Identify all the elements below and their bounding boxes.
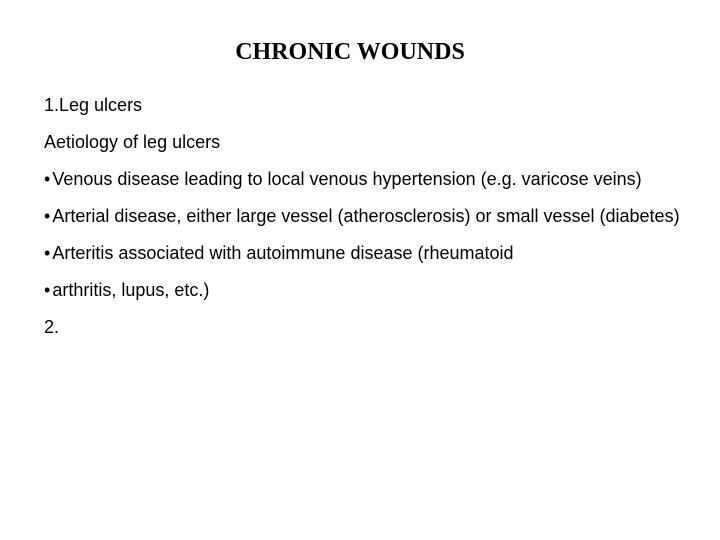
bullet-item-arterial (44, 204, 684, 228)
bullet-marker: • (44, 243, 51, 263)
bullet-item-venous (44, 167, 684, 191)
section-heading-2: 2. (44, 317, 60, 337)
section-heading-leg-ulcers: 1.Leg ulcers (44, 95, 143, 115)
bullet-marker: • (44, 280, 51, 300)
bullet-item-arthritis (44, 278, 684, 302)
bullet-text: arthritis, lupus, etc.) (52, 280, 210, 300)
slide-body (44, 93, 684, 352)
bullet-text: Venous disease leading to local venous hypertension (e.g. varicose veins) (52, 169, 642, 189)
bullet-text: Arteritis associated with autoimmune disease (rheumatoid (52, 243, 514, 263)
section-subheading-aetiology: Aetiology of leg ulcers (44, 132, 221, 152)
bullet-marker: • (44, 169, 51, 189)
bullet-item-arteritis (44, 241, 684, 265)
bullet-text: Arterial disease, either large vessel (atherosclerosis) or small vessel (diabetes) (52, 206, 680, 226)
bullet-marker: • (44, 206, 51, 226)
slide-title: CHRONIC WOUNDS (235, 39, 465, 65)
